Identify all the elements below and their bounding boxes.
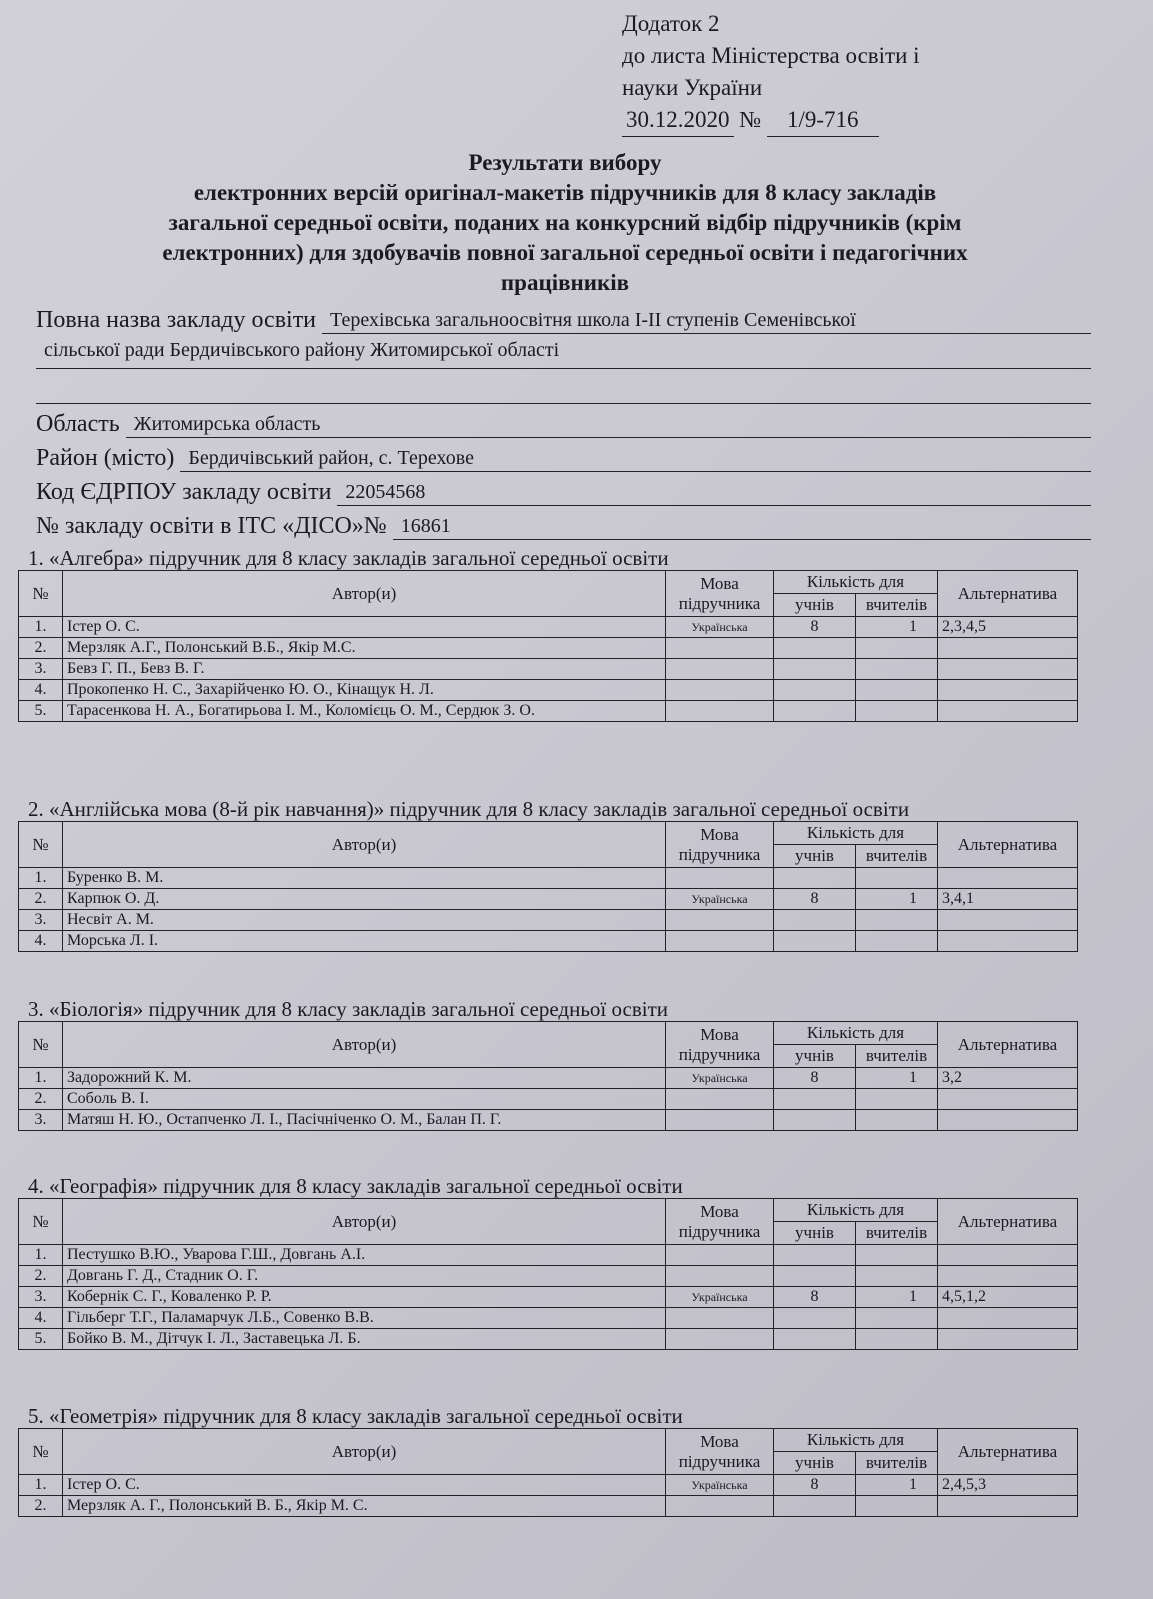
language-cell	[666, 1245, 774, 1266]
region-label: Область	[36, 411, 120, 437]
language-cell: Українська	[666, 617, 774, 638]
letter-date: 30.12.2020	[622, 104, 734, 137]
col-num-header: №	[19, 1199, 63, 1245]
col-author-header: Автор(и)	[63, 571, 666, 617]
language-cell	[666, 1089, 774, 1110]
students-count-cell	[774, 1245, 856, 1266]
results-table	[18, 1198, 1078, 1350]
lang-header-line-1: Мова	[700, 1024, 739, 1044]
results-table	[18, 570, 1078, 722]
alternative-cell	[938, 1110, 1078, 1131]
col-teachers-header: вчителів	[856, 1452, 938, 1475]
row-number: 1.	[19, 1068, 63, 1089]
disco-label: № закладу освіти в ІТС «ДІСО»№	[36, 513, 387, 539]
students-count-cell	[774, 1329, 856, 1350]
col-author-header: Автор(и)	[63, 1022, 666, 1068]
col-num-header: №	[19, 1429, 63, 1475]
row-number: 2.	[19, 638, 63, 659]
disco-row	[36, 506, 1091, 540]
table-row	[19, 1308, 1078, 1329]
title-line-5: працівників	[500, 270, 630, 295]
teachers-count-cell: 1	[856, 889, 938, 910]
blank-line	[36, 369, 1091, 404]
author-cell: Карпюк О. Д.	[63, 889, 666, 910]
row-number: 3.	[19, 1110, 63, 1131]
table-row	[19, 1068, 1078, 1089]
lang-header-line-2: підручника	[678, 1221, 761, 1241]
students-count-cell	[774, 701, 856, 722]
disco-value: 16861	[393, 513, 1091, 540]
district-row	[36, 438, 1091, 472]
language-cell: Українська	[666, 1287, 774, 1308]
number-sign: №	[739, 107, 762, 132]
language-cell	[666, 638, 774, 659]
col-alt-header: Альтернатива	[938, 1199, 1078, 1245]
lang-header-line-1: Мова	[700, 824, 739, 844]
teachers-count-cell	[856, 1496, 938, 1517]
section-title: 4. «Географія» підручник для 8 класу закладів загальної середньої освіти	[28, 1174, 683, 1198]
lang-header-line-2: підручника	[678, 1044, 761, 1064]
col-alt-header: Альтернатива	[938, 1022, 1078, 1068]
author-cell: Задорожний К. М.	[63, 1068, 666, 1089]
row-number: 1.	[19, 1245, 63, 1266]
teachers-count-cell	[856, 1089, 938, 1110]
students-count-cell	[774, 910, 856, 931]
document-title	[40, 148, 1090, 298]
section-2	[18, 797, 1078, 952]
table-header-row	[19, 1429, 1078, 1452]
row-number: 3.	[19, 659, 63, 680]
author-cell: Істер О. С.	[63, 617, 666, 638]
title-line-1: Результати вибору	[468, 150, 662, 175]
table-row	[19, 1266, 1078, 1287]
col-teachers-header: вчителів	[856, 1045, 938, 1068]
teachers-count-cell	[856, 1308, 938, 1329]
col-count-header: Кількість для	[774, 1022, 938, 1045]
col-students-header: учнів	[774, 1452, 856, 1475]
language-cell: Українська	[666, 1068, 774, 1089]
author-cell: Тарасенкова Н. А., Богатирьова І. М., Коломієць О. М., Сердюк З. О.	[63, 701, 666, 722]
table-row	[19, 1110, 1078, 1131]
author-cell: Буренко В. М.	[63, 868, 666, 889]
author-cell: Бевз Г. П., Бевз В. Г.	[63, 659, 666, 680]
language-cell	[666, 701, 774, 722]
table-row	[19, 1329, 1078, 1350]
author-cell: Гільберг Т.Г., Паламарчук Л.Б., Совенко В.В.	[63, 1308, 666, 1329]
letter-number: 1/9-716	[767, 104, 879, 137]
table-row	[19, 1287, 1078, 1308]
row-number: 2.	[19, 1089, 63, 1110]
lang-header-line-2: підручника	[678, 844, 761, 864]
teachers-count-cell	[856, 931, 938, 952]
col-teachers-header: вчителів	[856, 1222, 938, 1245]
table-row	[19, 889, 1078, 910]
alternative-cell	[938, 1496, 1078, 1517]
row-number: 4.	[19, 931, 63, 952]
lang-header-line-2: підручника	[678, 593, 761, 613]
results-table	[18, 1428, 1078, 1517]
students-count-cell: 8	[774, 889, 856, 910]
district-value: Бердичівський район, с. Терехове	[180, 445, 1091, 472]
lang-header-line-2: підручника	[678, 1451, 761, 1471]
teachers-count-cell	[856, 701, 938, 722]
author-cell: Пестушко В.Ю., Уварова Г.Ш., Довгань А.І.	[63, 1245, 666, 1266]
row-number: 1.	[19, 868, 63, 889]
alternative-cell	[938, 638, 1078, 659]
table-row	[19, 701, 1078, 722]
col-lang-header	[666, 1429, 774, 1475]
edrpou-value: 22054568	[337, 479, 1091, 506]
lang-header-line-1: Мова	[700, 573, 739, 593]
row-number: 1.	[19, 1475, 63, 1496]
teachers-count-cell	[856, 659, 938, 680]
table-row	[19, 931, 1078, 952]
region-value: Житомирська область	[126, 411, 1091, 438]
alternative-cell	[938, 659, 1078, 680]
students-count-cell	[774, 659, 856, 680]
alternative-cell	[938, 868, 1078, 889]
author-cell: Прокопенко Н. С., Захарійченко Ю. О., Кінащук Н. Л.	[63, 680, 666, 701]
region-row	[36, 404, 1091, 438]
col-count-header: Кількість для	[774, 1429, 938, 1452]
col-students-header: учнів	[774, 594, 856, 617]
appendix-label: Додаток 2	[622, 11, 720, 36]
language-cell	[666, 1308, 774, 1329]
teachers-count-cell	[856, 1110, 938, 1131]
table-row	[19, 1245, 1078, 1266]
teachers-count-cell	[856, 680, 938, 701]
teachers-count-cell	[856, 1266, 938, 1287]
row-number: 4.	[19, 1308, 63, 1329]
alternative-cell	[938, 931, 1078, 952]
district-label: Район (місто)	[36, 445, 175, 471]
students-count-cell	[774, 1266, 856, 1287]
col-lang-header	[666, 822, 774, 868]
row-number: 5.	[19, 701, 63, 722]
teachers-count-cell	[856, 868, 938, 889]
alternative-cell	[938, 1308, 1078, 1329]
alternative-cell: 4,5,1,2	[938, 1287, 1078, 1308]
edrpou-label: Код ЄДРПОУ закладу освіти	[36, 479, 332, 505]
section-title: 5. «Геометрія» підручник для 8 класу закладів загальної середньої освіти	[28, 1404, 683, 1428]
section-1	[18, 546, 1078, 722]
alternative-cell	[938, 680, 1078, 701]
section-title: 2. «Англійська мова (8-й рік навчання)» підручник для 8 класу закладів загальної середньої освіти	[28, 797, 910, 821]
language-cell	[666, 1496, 774, 1517]
full-name-value-line-2: сільської ради Бердичівського району Житомирської області	[36, 334, 1091, 369]
students-count-cell	[774, 680, 856, 701]
students-count-cell: 8	[774, 1068, 856, 1089]
col-alt-header: Альтернатива	[938, 822, 1078, 868]
table-header-row	[19, 822, 1078, 845]
table-row	[19, 617, 1078, 638]
col-count-header: Кількість для	[774, 1199, 938, 1222]
table-header-row	[19, 571, 1078, 594]
language-cell	[666, 659, 774, 680]
col-alt-header: Альтернатива	[938, 1429, 1078, 1475]
author-cell: Несвіт А. М.	[63, 910, 666, 931]
col-count-header: Кількість для	[774, 571, 938, 594]
alternative-cell	[938, 910, 1078, 931]
teachers-count-cell	[856, 1245, 938, 1266]
alternative-cell	[938, 1245, 1078, 1266]
teachers-count-cell	[856, 910, 938, 931]
table-row	[19, 1496, 1078, 1517]
table-header-row	[19, 1022, 1078, 1045]
col-lang-header	[666, 571, 774, 617]
alternative-cell: 2,4,5,3	[938, 1475, 1078, 1496]
students-count-cell	[774, 1496, 856, 1517]
language-cell	[666, 1329, 774, 1350]
table-row	[19, 910, 1078, 931]
section-title: 1. «Алгебра» підручник для 8 класу закладів загальної середньої освіти	[28, 546, 669, 570]
students-count-cell	[774, 1308, 856, 1329]
alternative-cell: 3,2	[938, 1068, 1078, 1089]
col-num-header: №	[19, 571, 63, 617]
col-teachers-header: вчителів	[856, 594, 938, 617]
teachers-count-cell	[856, 638, 938, 659]
results-table	[18, 1021, 1078, 1131]
author-cell: Мерзляк А. Г., Полонський В. Б., Якір М. С.	[63, 1496, 666, 1517]
full-name-label: Повна назва закладу освіти	[36, 307, 317, 333]
row-number: 1.	[19, 617, 63, 638]
alternative-cell	[938, 1266, 1078, 1287]
author-cell: Довгань Г. Д., Стадник О. Г.	[63, 1266, 666, 1287]
alternative-cell	[938, 1329, 1078, 1350]
edrpou-row	[36, 472, 1091, 506]
table-row	[19, 1089, 1078, 1110]
appendix-date-line	[622, 104, 1042, 137]
col-num-header: №	[19, 822, 63, 868]
col-author-header: Автор(и)	[63, 822, 666, 868]
row-number: 4.	[19, 680, 63, 701]
col-count-header: Кількість для	[774, 822, 938, 845]
students-count-cell	[774, 868, 856, 889]
col-students-header: учнів	[774, 845, 856, 868]
language-cell	[666, 868, 774, 889]
students-count-cell: 8	[774, 617, 856, 638]
language-cell	[666, 1110, 774, 1131]
language-cell	[666, 910, 774, 931]
students-count-cell	[774, 638, 856, 659]
language-cell: Українська	[666, 889, 774, 910]
students-count-cell	[774, 1089, 856, 1110]
title-line-4: електронних) для здобувачів повної загальної середньої освіти і педагогічних	[162, 240, 968, 265]
alternative-cell: 2,3,4,5	[938, 617, 1078, 638]
teachers-count-cell: 1	[856, 1287, 938, 1308]
title-line-3: загальної середньої освіти, поданих на конкурсний відбір підручників (крім	[168, 210, 962, 235]
appendix-letter-ref: до листа Міністерства освіти і	[622, 43, 920, 68]
language-cell	[666, 1266, 774, 1287]
col-alt-header: Альтернатива	[938, 571, 1078, 617]
author-cell: Істер О. С.	[63, 1475, 666, 1496]
row-number: 2.	[19, 1266, 63, 1287]
col-author-header: Автор(и)	[63, 1429, 666, 1475]
row-number: 2.	[19, 1496, 63, 1517]
col-lang-header	[666, 1022, 774, 1068]
col-author-header: Автор(и)	[63, 1199, 666, 1245]
author-cell: Морська Л. І.	[63, 931, 666, 952]
row-number: 3.	[19, 910, 63, 931]
alternative-cell	[938, 1089, 1078, 1110]
title-line-2: електронних версій оригінал-макетів підручників для 8 класу закладів	[193, 180, 937, 205]
section-4	[18, 1174, 1078, 1350]
table-row	[19, 680, 1078, 701]
table-header-row	[19, 1199, 1078, 1222]
col-teachers-header: вчителів	[856, 845, 938, 868]
col-students-header: учнів	[774, 1222, 856, 1245]
language-cell	[666, 680, 774, 701]
author-cell: Соболь В. І.	[63, 1089, 666, 1110]
row-number: 3.	[19, 1287, 63, 1308]
appendix-ministry: науки України	[622, 75, 763, 100]
results-table	[18, 821, 1078, 952]
students-count-cell: 8	[774, 1475, 856, 1496]
table-row	[19, 868, 1078, 889]
col-lang-header	[666, 1199, 774, 1245]
full-name-row	[36, 300, 1091, 334]
alternative-cell	[938, 701, 1078, 722]
col-students-header: учнів	[774, 1045, 856, 1068]
lang-header-line-1: Мова	[700, 1201, 739, 1221]
row-number: 2.	[19, 889, 63, 910]
author-cell: Мерзляк А.Г., Полонський В.Б., Якір М.С.	[63, 638, 666, 659]
students-count-cell	[774, 1110, 856, 1131]
lang-header-line-1: Мова	[700, 1431, 739, 1451]
author-cell: Кобернік С. Г., Коваленко Р. Р.	[63, 1287, 666, 1308]
students-count-cell: 8	[774, 1287, 856, 1308]
teachers-count-cell: 1	[856, 1475, 938, 1496]
teachers-count-cell	[856, 1329, 938, 1350]
teachers-count-cell: 1	[856, 617, 938, 638]
school-info-fields	[36, 300, 1091, 540]
language-cell: Українська	[666, 1475, 774, 1496]
col-num-header: №	[19, 1022, 63, 1068]
teachers-count-cell: 1	[856, 1068, 938, 1089]
table-row	[19, 659, 1078, 680]
alternative-cell: 3,4,1	[938, 889, 1078, 910]
author-cell: Матяш Н. Ю., Остапченко Л. І., Пасічніченко О. М., Балан П. Г.	[63, 1110, 666, 1131]
row-number: 5.	[19, 1329, 63, 1350]
table-row	[19, 638, 1078, 659]
section-3	[18, 997, 1078, 1131]
language-cell	[666, 931, 774, 952]
full-name-value: Терехівська загальноосвітня школа І-ІІ ступенів Семенівської	[322, 307, 1091, 334]
author-cell: Бойко В. М., Дітчук І. Л., Заставецька Л. Б.	[63, 1329, 666, 1350]
section-5	[18, 1404, 1078, 1517]
table-row	[19, 1475, 1078, 1496]
students-count-cell	[774, 931, 856, 952]
section-title: 3. «Біологія» підручник для 8 класу закладів загальної середньої освіти	[28, 997, 668, 1021]
appendix-header	[622, 8, 1042, 137]
